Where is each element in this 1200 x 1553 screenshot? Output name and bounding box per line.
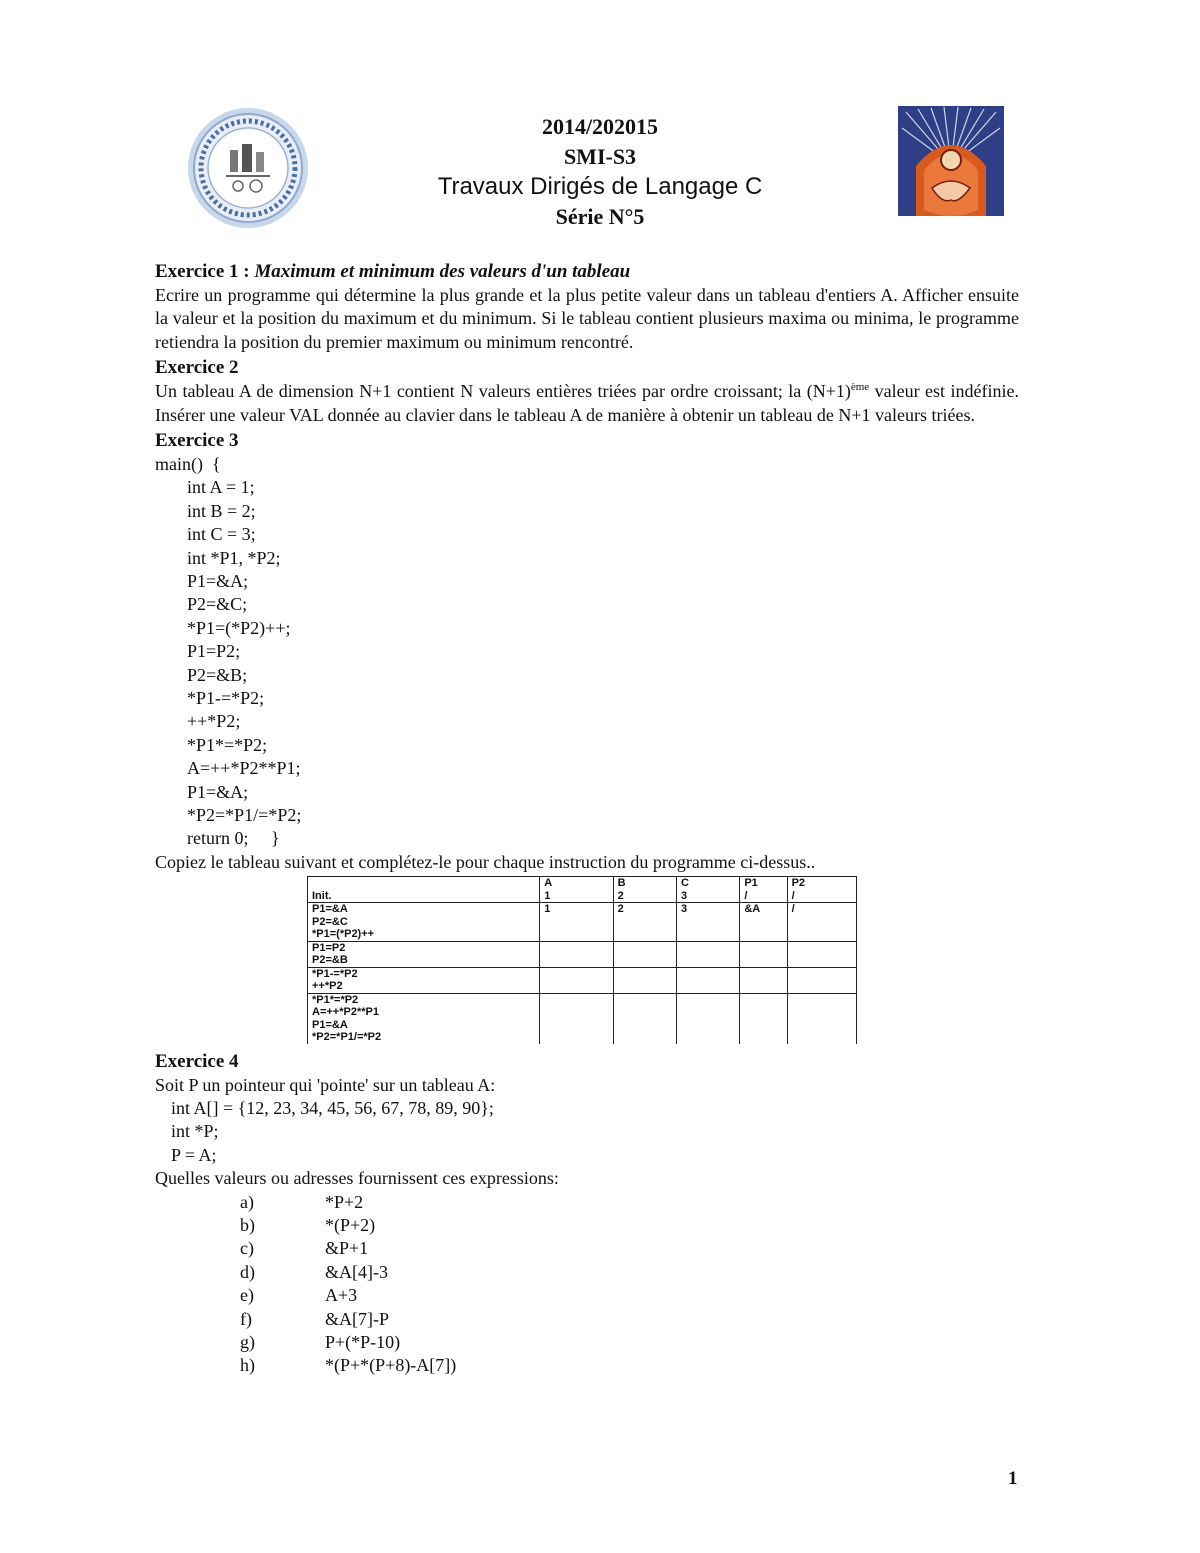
table-cell [677, 877, 740, 903]
item-expression: &A[7]-P [325, 1308, 389, 1329]
item-label: f) [240, 1308, 252, 1329]
init-value: 3 [681, 889, 688, 902]
item-label: e) [240, 1285, 254, 1306]
code-line: A=++*P2**P1; [187, 758, 301, 779]
faculty-emblem-logo [896, 104, 1006, 231]
init-value: / [744, 889, 748, 902]
document-body [155, 258, 1019, 1378]
table-cell [740, 941, 787, 967]
table-row [308, 967, 857, 993]
exercise-2-text-a: Un tableau A de dimension N+1 contient N valeurs entières triées par ordre croissant; la (N+1) [155, 381, 851, 402]
code-line: int *P1, *P2; [187, 547, 281, 568]
init-value: / [791, 889, 795, 902]
document-header [380, 112, 820, 232]
table-cell [740, 877, 787, 903]
pointer-trace-table [307, 876, 857, 1044]
instruction-line: P2=&B [312, 954, 348, 967]
table-header-row [308, 877, 857, 903]
university-seal-logo [186, 106, 310, 230]
exercise-4-code [155, 1097, 1019, 1167]
table-row [308, 941, 857, 967]
instruction-line: P1=&A [312, 903, 348, 916]
code-line: int A = 1; [187, 477, 255, 498]
table-cell [613, 967, 676, 993]
code-line: P2=&C; [187, 594, 248, 615]
code-line: int A[] = {12, 23, 34, 45, 56, 67, 78, 89, 90}; [171, 1097, 494, 1118]
item-label: c) [240, 1238, 254, 1259]
instruction-line: *P1=(*P2)++ [312, 928, 375, 941]
table-cell [540, 941, 613, 967]
init-label: Init. [312, 889, 332, 902]
table-row [308, 903, 857, 942]
table-cell [613, 993, 676, 1044]
table-cell [787, 993, 856, 1044]
exercise-4-intro: Soit P un pointeur qui 'pointe' sur un tableau A: [155, 1074, 496, 1095]
code-line-main: main() { [155, 454, 221, 475]
code-line: *P1*=*P2; [187, 734, 268, 755]
course-title: Travaux Dirigés de Langage C [437, 173, 763, 200]
item-expression: *(P+2) [325, 1214, 376, 1235]
exercise-1-title: Exercice 1 : [155, 261, 250, 282]
code-line: int C = 3; [187, 524, 256, 545]
instruction-line: ++*P2 [312, 980, 343, 993]
instruction-line: A=++*P2**P1 [312, 1006, 379, 1019]
page-number: 1 [1008, 1468, 1018, 1489]
exercise-2-superscript: ème [850, 381, 870, 394]
column-header: A [544, 877, 553, 890]
list-item [155, 1284, 1019, 1307]
expression-list [155, 1191, 1019, 1378]
table-cell [540, 967, 613, 993]
init-value: 2 [617, 889, 624, 902]
exercise-2-text [155, 380, 1019, 427]
table-cell [308, 993, 540, 1044]
table-cell [308, 877, 540, 903]
list-item [155, 1308, 1019, 1331]
instruction-line: *P1-=*P2 [312, 967, 358, 980]
item-label: d) [240, 1261, 255, 1282]
table-cell: &A [740, 903, 787, 942]
list-item [155, 1331, 1019, 1354]
item-expression: *(P+*(P+8)-A[7]) [325, 1355, 457, 1376]
code-line: int *P; [171, 1121, 219, 1142]
table-cell [613, 941, 676, 967]
code-line: P2=&B; [187, 664, 248, 685]
table-cell [308, 967, 540, 993]
exercise-3-code [155, 453, 1019, 851]
table-cell [613, 877, 676, 903]
item-label: a) [240, 1191, 254, 1212]
item-expression: A+3 [325, 1285, 358, 1306]
item-expression: &P+1 [325, 1238, 369, 1259]
table-cell: 1 [540, 903, 613, 942]
table-cell [787, 967, 856, 993]
table-cell [540, 877, 613, 903]
column-header: C [681, 877, 689, 890]
table-cell: 3 [677, 903, 740, 942]
code-line: P = A; [171, 1144, 217, 1165]
item-expression: *P+2 [325, 1191, 364, 1212]
list-item [155, 1214, 1019, 1237]
code-line: P1=&A; [187, 781, 249, 802]
item-label: g) [240, 1331, 255, 1352]
code-line: P1=P2; [187, 641, 241, 662]
code-line: return 0; } [187, 828, 280, 849]
item-expression: &A[4]-3 [325, 1261, 388, 1282]
instruction-line: P1=P2 [312, 941, 346, 954]
exercise-2-text-b: valeur est indéfinie. Insérer une valeur VAL donnée au clavier dans le tableau A de manière à obtenir un tableau de N+1 valeurs triées. [155, 381, 1019, 425]
init-value: 1 [544, 889, 551, 902]
column-header: P1 [744, 877, 758, 890]
table-cell [677, 967, 740, 993]
item-label: h) [240, 1355, 255, 1376]
item-label: b) [240, 1214, 255, 1235]
item-expression: P+(*P-10) [325, 1331, 401, 1352]
academic-year: 2014/202015 [541, 114, 659, 139]
table-cell [787, 877, 856, 903]
instruction-line: *P1*=*P2 [312, 993, 359, 1006]
exercise-4-title: Exercice 4 [155, 1050, 239, 1072]
exercise-1-subtitle: Maximum et minimum des valeurs d'un tableau [254, 261, 631, 282]
table-cell [740, 993, 787, 1044]
exercise-3-title: Exercice 3 [155, 430, 239, 452]
instruction-line: *P2=*P1/=*P2 [312, 1031, 382, 1044]
column-header: B [617, 877, 626, 890]
list-item [155, 1261, 1019, 1284]
table-cell: 2 [613, 903, 676, 942]
code-line: P1=&A; [187, 570, 249, 591]
list-item [155, 1191, 1019, 1214]
exercise-2-title: Exercice 2 [155, 357, 239, 379]
table-cell [308, 903, 540, 942]
program-code: SMI-S3 [563, 144, 637, 169]
instruction-line: P2=&C [312, 915, 348, 928]
code-line: ++*P2; [187, 711, 241, 732]
table-cell [540, 993, 613, 1044]
code-line: *P2=*P1/=*P2; [187, 804, 302, 825]
table-cell [787, 941, 856, 967]
table-cell: / [787, 903, 856, 942]
code-line: *P1-=*P2; [187, 687, 265, 708]
code-line: *P1=(*P2)++; [187, 617, 291, 638]
table-cell [677, 941, 740, 967]
list-item [155, 1354, 1019, 1377]
table-row [308, 993, 857, 1044]
series-number: Série N°5 [555, 204, 645, 229]
code-line: int B = 2; [187, 500, 256, 521]
exercise-3-instruction: Copiez le tableau suivant et complétez-le pour chaque instruction du programme ci-dessus.. [155, 851, 816, 872]
table-cell [677, 993, 740, 1044]
list-item [155, 1237, 1019, 1260]
column-header: P2 [791, 877, 806, 890]
table-cell [308, 941, 540, 967]
exercise-1-heading [155, 260, 1019, 284]
instruction-line: P1=&A [312, 1018, 348, 1031]
exercise-4-question: Quelles valeurs ou adresses fournissent ces expressions: [155, 1168, 559, 1189]
table-cell [740, 967, 787, 993]
exercise-1-text: Ecrire un programme qui détermine la plus grande et la plus petite valeur dans un tableau d'entiers A. Afficher ensuite la valeur et la position du maximum et du minimum. Si le tableau contient plusieurs maxima ou minima, le programme retiendra la position du premier maximum ou minimum rencontré. [155, 285, 1019, 352]
